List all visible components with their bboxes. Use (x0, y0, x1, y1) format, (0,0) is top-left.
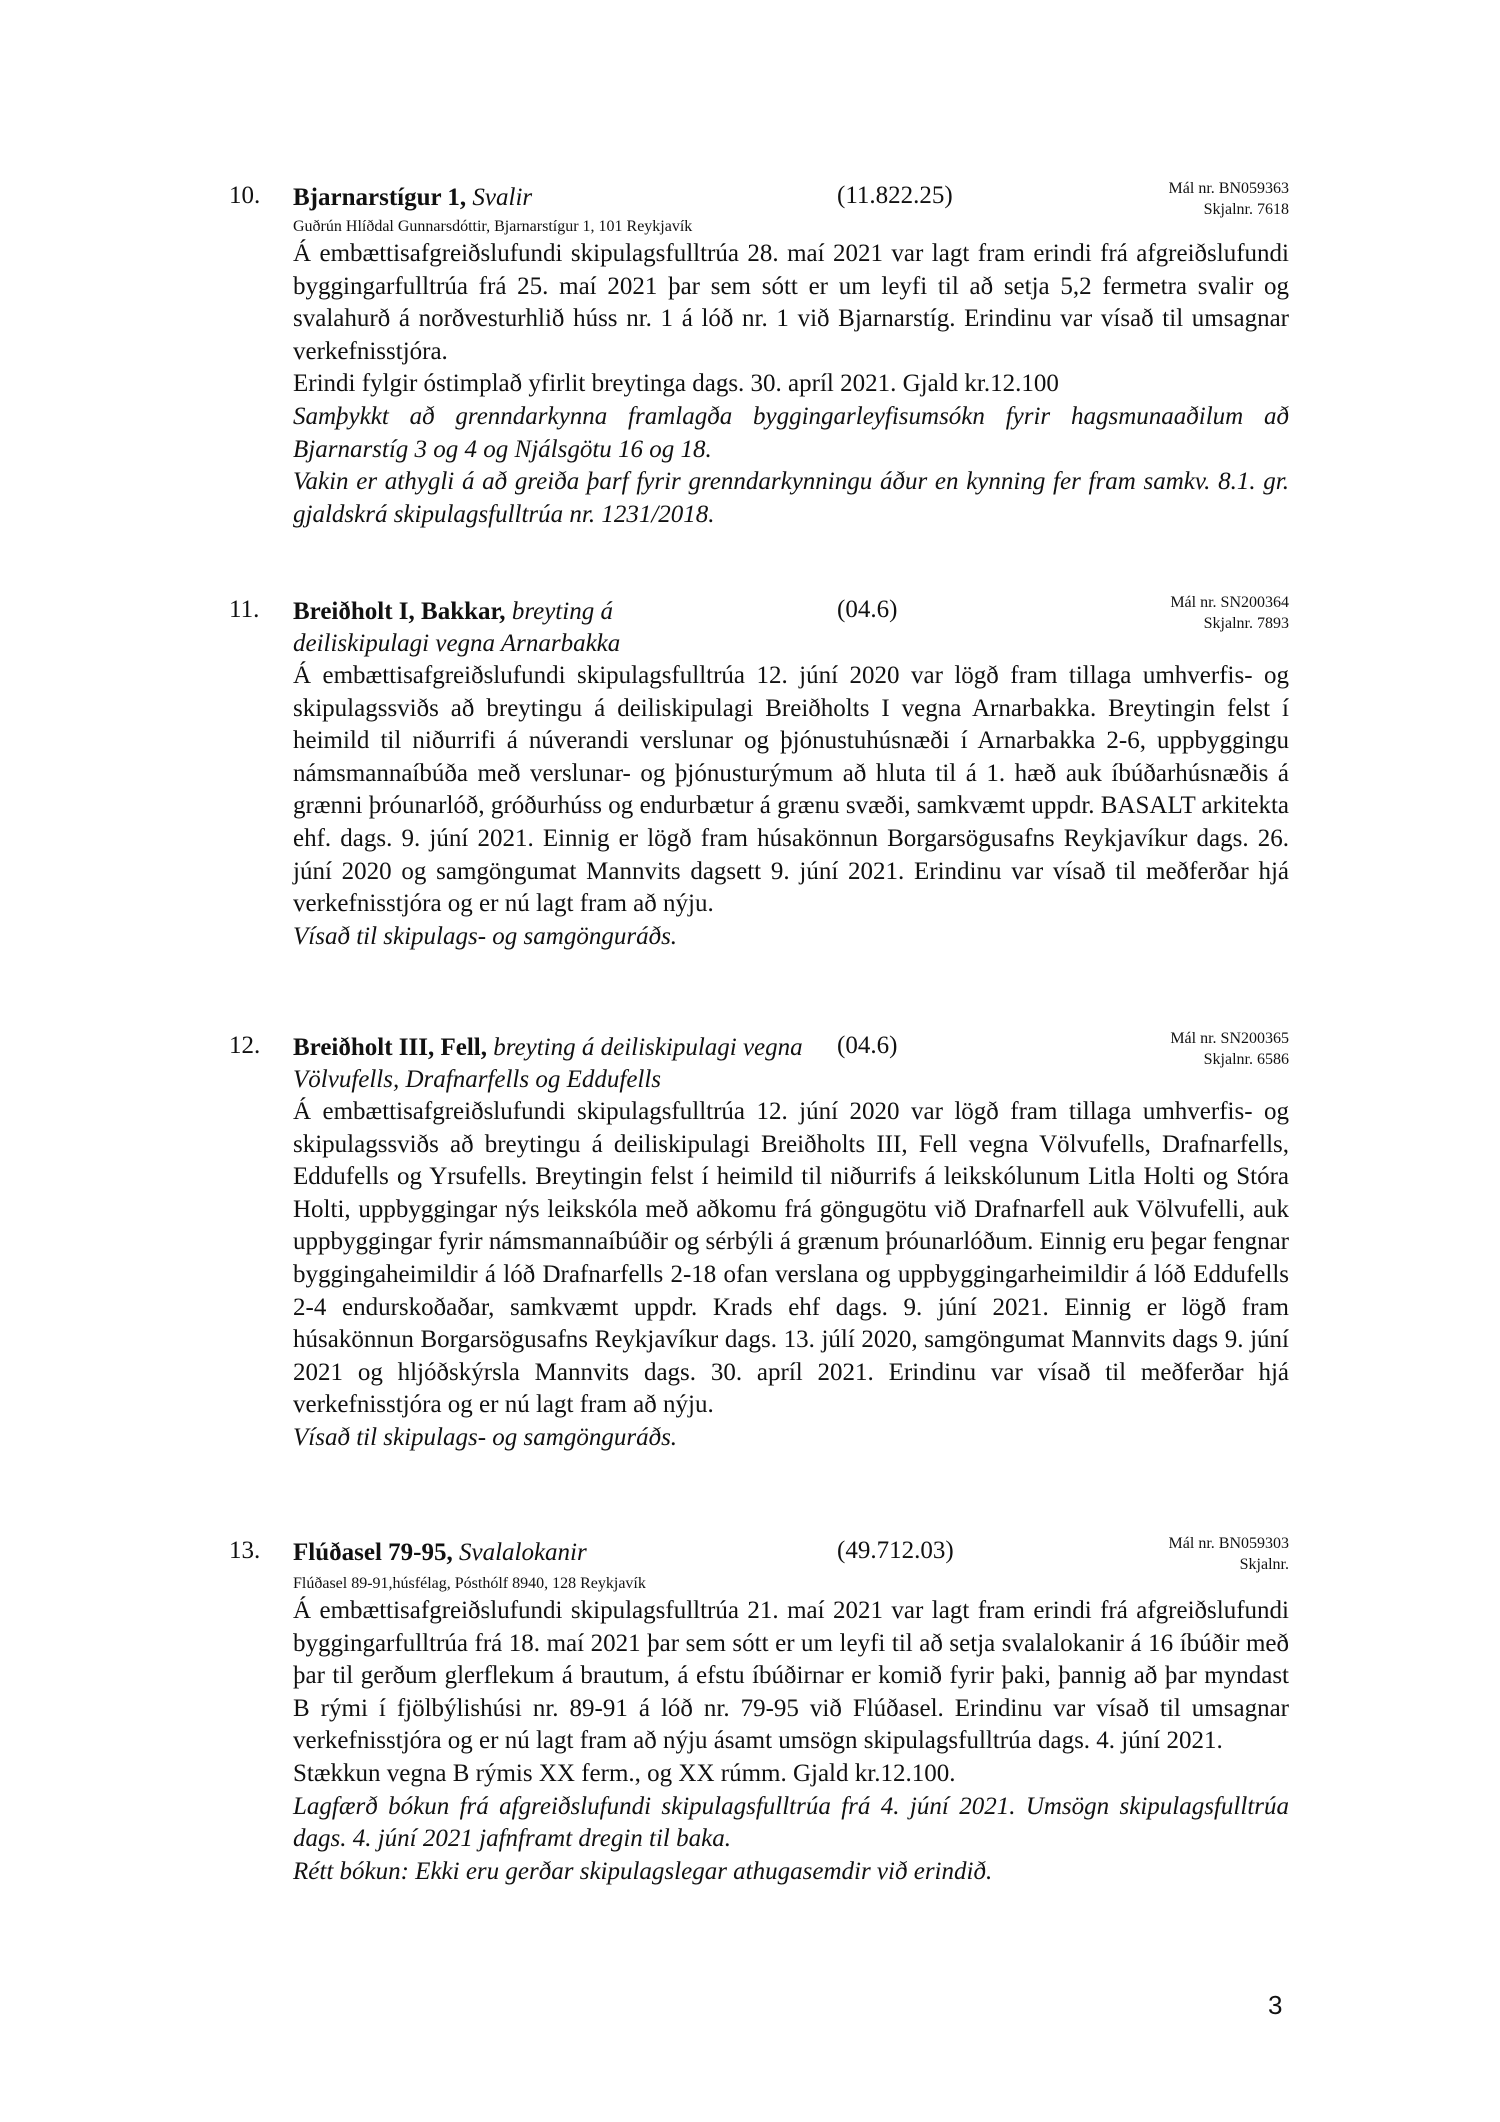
paragraph: Stækkun vegna B rýmis XX ferm., og XX rúmm. Gjald kr.12.100. (293, 1759, 956, 1787)
item-number: 11. (229, 596, 260, 623)
skjalnr: Skjalnr. (1239, 1556, 1289, 1573)
decision-text: Vísað til skipulags- og samgönguráðs. (293, 1423, 678, 1451)
paragraph: Erindi fylgir óstimplað yfirlit breytinga dags. 30. apríl 2021. Gjald kr.12.100 (293, 370, 1059, 398)
skjalnr: Skjalnr. 6586 (1203, 1051, 1289, 1068)
item-title (293, 182, 783, 214)
item-title-bold: Breiðholt III, Fell, (293, 1034, 487, 1061)
item-code: (04.6) (837, 596, 898, 623)
mal-nr: Mál nr. SN200365 (1170, 1030, 1289, 1047)
item-title-italic: Svalalokanir (458, 1539, 587, 1566)
item-number: 13. (229, 1537, 261, 1564)
case-reference (1170, 1028, 1289, 1070)
applicant: Flúðasel 89-91,húsfélag, Pósthólf 8940, 128 Reykjavík (293, 1575, 646, 1592)
mal-nr: Mál nr. BN059363 (1168, 180, 1289, 197)
mal-nr: Mál nr. SN200364 (1170, 594, 1289, 611)
item-title (293, 1032, 813, 1096)
paragraph: Á embættisafgreiðslufundi skipulagsfulltrúa 21. maí 2021 var lagt fram erindi frá afgreiðslufundi byggingarfulltrúa frá 18. maí 2021 þar sem sótt er um leyfi til að setja svalalokanir á 16 íbúðir með þar til gerðum glerflekum á brautum, á efstu íbúðirnar er komið fyrir þaki, þannig að þar myndast B rými í fjölbýlishúsi nr. 89-91 á lóð nr. 79-95 við Flúðasel. Erindinu var vísað til umsagnar verkefnisstjóra og er nú lagt fram að nýju ásamt umsögn skipulagsfulltrúa dags. 4. júní 2021. (293, 1597, 1289, 1755)
item-title-italic: breyting á deiliskipulagi vegna Völvufells, Drafnarfells og Eddufells (293, 1034, 803, 1093)
paragraph: Á embættisafgreiðslufundi skipulagsfulltrúa 28. maí 2021 var lagt fram erindi frá afgreiðslufundi byggingarfulltrúa frá 25. maí 2021 þar sem sótt er um leyfi til að setja 5,2 fermetra svalir og svalahurð á norðvesturhlið húss nr. 1 á lóð nr. 1 við Bjarnarstíg. Erindinu var vísað til umsagnar verkefnisstjóra. (293, 240, 1289, 365)
case-reference (1170, 592, 1289, 634)
applicant: Guðrún Hlíðdal Gunnarsdóttir, Bjarnarstígur 1, 101 Reykjavík (293, 218, 693, 235)
item-title-bold: Flúðasel 79-95, (293, 1539, 453, 1566)
item-title (293, 1537, 783, 1569)
mal-nr: Mál nr. BN059303 (1168, 1535, 1289, 1552)
item-number: 12. (229, 1032, 261, 1059)
agenda-item-11 (229, 596, 1289, 953)
item-body (293, 1595, 1289, 1888)
item-number: 10. (229, 182, 261, 209)
item-title-bold: Breiðholt I, Bakkar, (293, 598, 506, 625)
item-title-italic: Svalir (472, 184, 533, 211)
decision-text: Samþykkt að grenndarkynna framlagða byggingarleyfisumsókn fyrir hagsmunaaðilum að Bjarnarstíg 3 og 4 og Njálsgötu 16 og 18. (293, 402, 1289, 463)
item-body (293, 660, 1289, 953)
decision-text: Lagfærð bókun frá afgreiðslufundi skipulagsfulltrúa frá 4. júní 2021. Umsögn skipulagsfulltrúa dags. 4. júní 2021 jafnframt dregin til baka. (293, 1792, 1289, 1853)
decision-text: Vakin er athygli á að greiða þarf fyrir grenndarkynningu áður en kynning fer fram samkv. 8.1. gr. gjaldskrá skipulagsfulltrúa nr. 1231/2018. (293, 468, 1289, 528)
item-title-bold: Bjarnarstígur 1, (293, 184, 467, 211)
decision-text: Rétt bókun: Ekki eru gerðar skipulagslegar athugasemdir við erindið. (293, 1857, 993, 1885)
agenda-item-12 (229, 1032, 1289, 1455)
case-reference (1169, 178, 1289, 220)
skjalnr: Skjalnr. 7618 (1203, 201, 1289, 218)
agenda-item-10 (229, 182, 1289, 531)
item-code: (11.822.25) (837, 182, 953, 209)
item-code: (04.6) (837, 1032, 898, 1059)
item-title (293, 596, 688, 660)
item-body (293, 238, 1289, 531)
item-code: (49.712.03) (837, 1537, 954, 1564)
item-title-italic: breyting á deiliskipulagi vegna Arnarbakka (293, 598, 621, 657)
agenda-item-13 (229, 1537, 1289, 1888)
case-reference (1169, 1533, 1289, 1575)
item-body (293, 1096, 1289, 1455)
skjalnr: Skjalnr. 7893 (1203, 615, 1289, 632)
page-number: 3 (1268, 1990, 1283, 2020)
paragraph: Á embættisafgreiðslufundi skipulagsfulltrúa 12. júní 2020 var lögð fram tillaga umhverfis- og skipulagssviðs að breytingu á deiliskipulagi Breiðholts III, Fell vegna Völvufells, Drafnarfells, Eddufells og Yrsufells. Breytingin felst í heimild til niðurrifs á leikskólunum Litla Holti og Stóra Holti, uppbyggingar nýs leikskóla með aðkomu frá göngugötu við Drafnarfell auk Völvufelli, auk uppbyggingar fyrir námsmannaíbúðir og sérbýli á grænum þróunarlóðum. Einnig eru þegar fengnar byggingaheimildir á lóð Drafnarfells 2-18 ofan verslana og uppbyggingarheimildir á lóð Eddufells 2-4 endurskoðaðar, samkvæmt uppdr. Krads ehf dags. 9. júní 2021. Einnig er lögð fram húsakönnun Borgarsögusafns Reykjavíkur dags. 13. júlí 2020, samgöngumat Mannvits dags 9. júní 2021 og hljóðskýrsla Mannvits dags. 30. apríl 2021. Erindinu var vísað til meðferðar hjá verkefnisstjóra og er nú lagt fram að nýju. (293, 1098, 1289, 1419)
decision-text: Vísað til skipulags- og samgönguráðs. (293, 922, 678, 950)
paragraph: Á embættisafgreiðslufundi skipulagsfulltrúa 12. júní 2020 var lögð fram tillaga umhverfis- og skipulagssviðs að breytingu á deiliskipulagi Breiðholts I vegna Arnarbakka. Breytingin felst í heimild til niðurrifi á núverandi verslunar og þjónustuhúsnæði í Arnarbakka 2-6, uppbyggingu námsmannaíbúða með verslunar- og þjónusturýmum að hluta til á 1. hæð auk íbúðarhúsnæðis á grænni þróunarlóð, gróðurhúss og endurbætur á grænu svæði, samkvæmt uppdr. BASALT arkitekta ehf. dags. 9. júní 2021. Einnig er lögð fram húsakönnun Borgarsögusafns Reykjavíkur dags. 26. júní 2020 og samgöngumat Mannvits dagsett 9. júní 2021. Erindinu var vísað til meðferðar hjá verkefnisstjóra og er nú lagt fram að nýju. (293, 662, 1289, 918)
